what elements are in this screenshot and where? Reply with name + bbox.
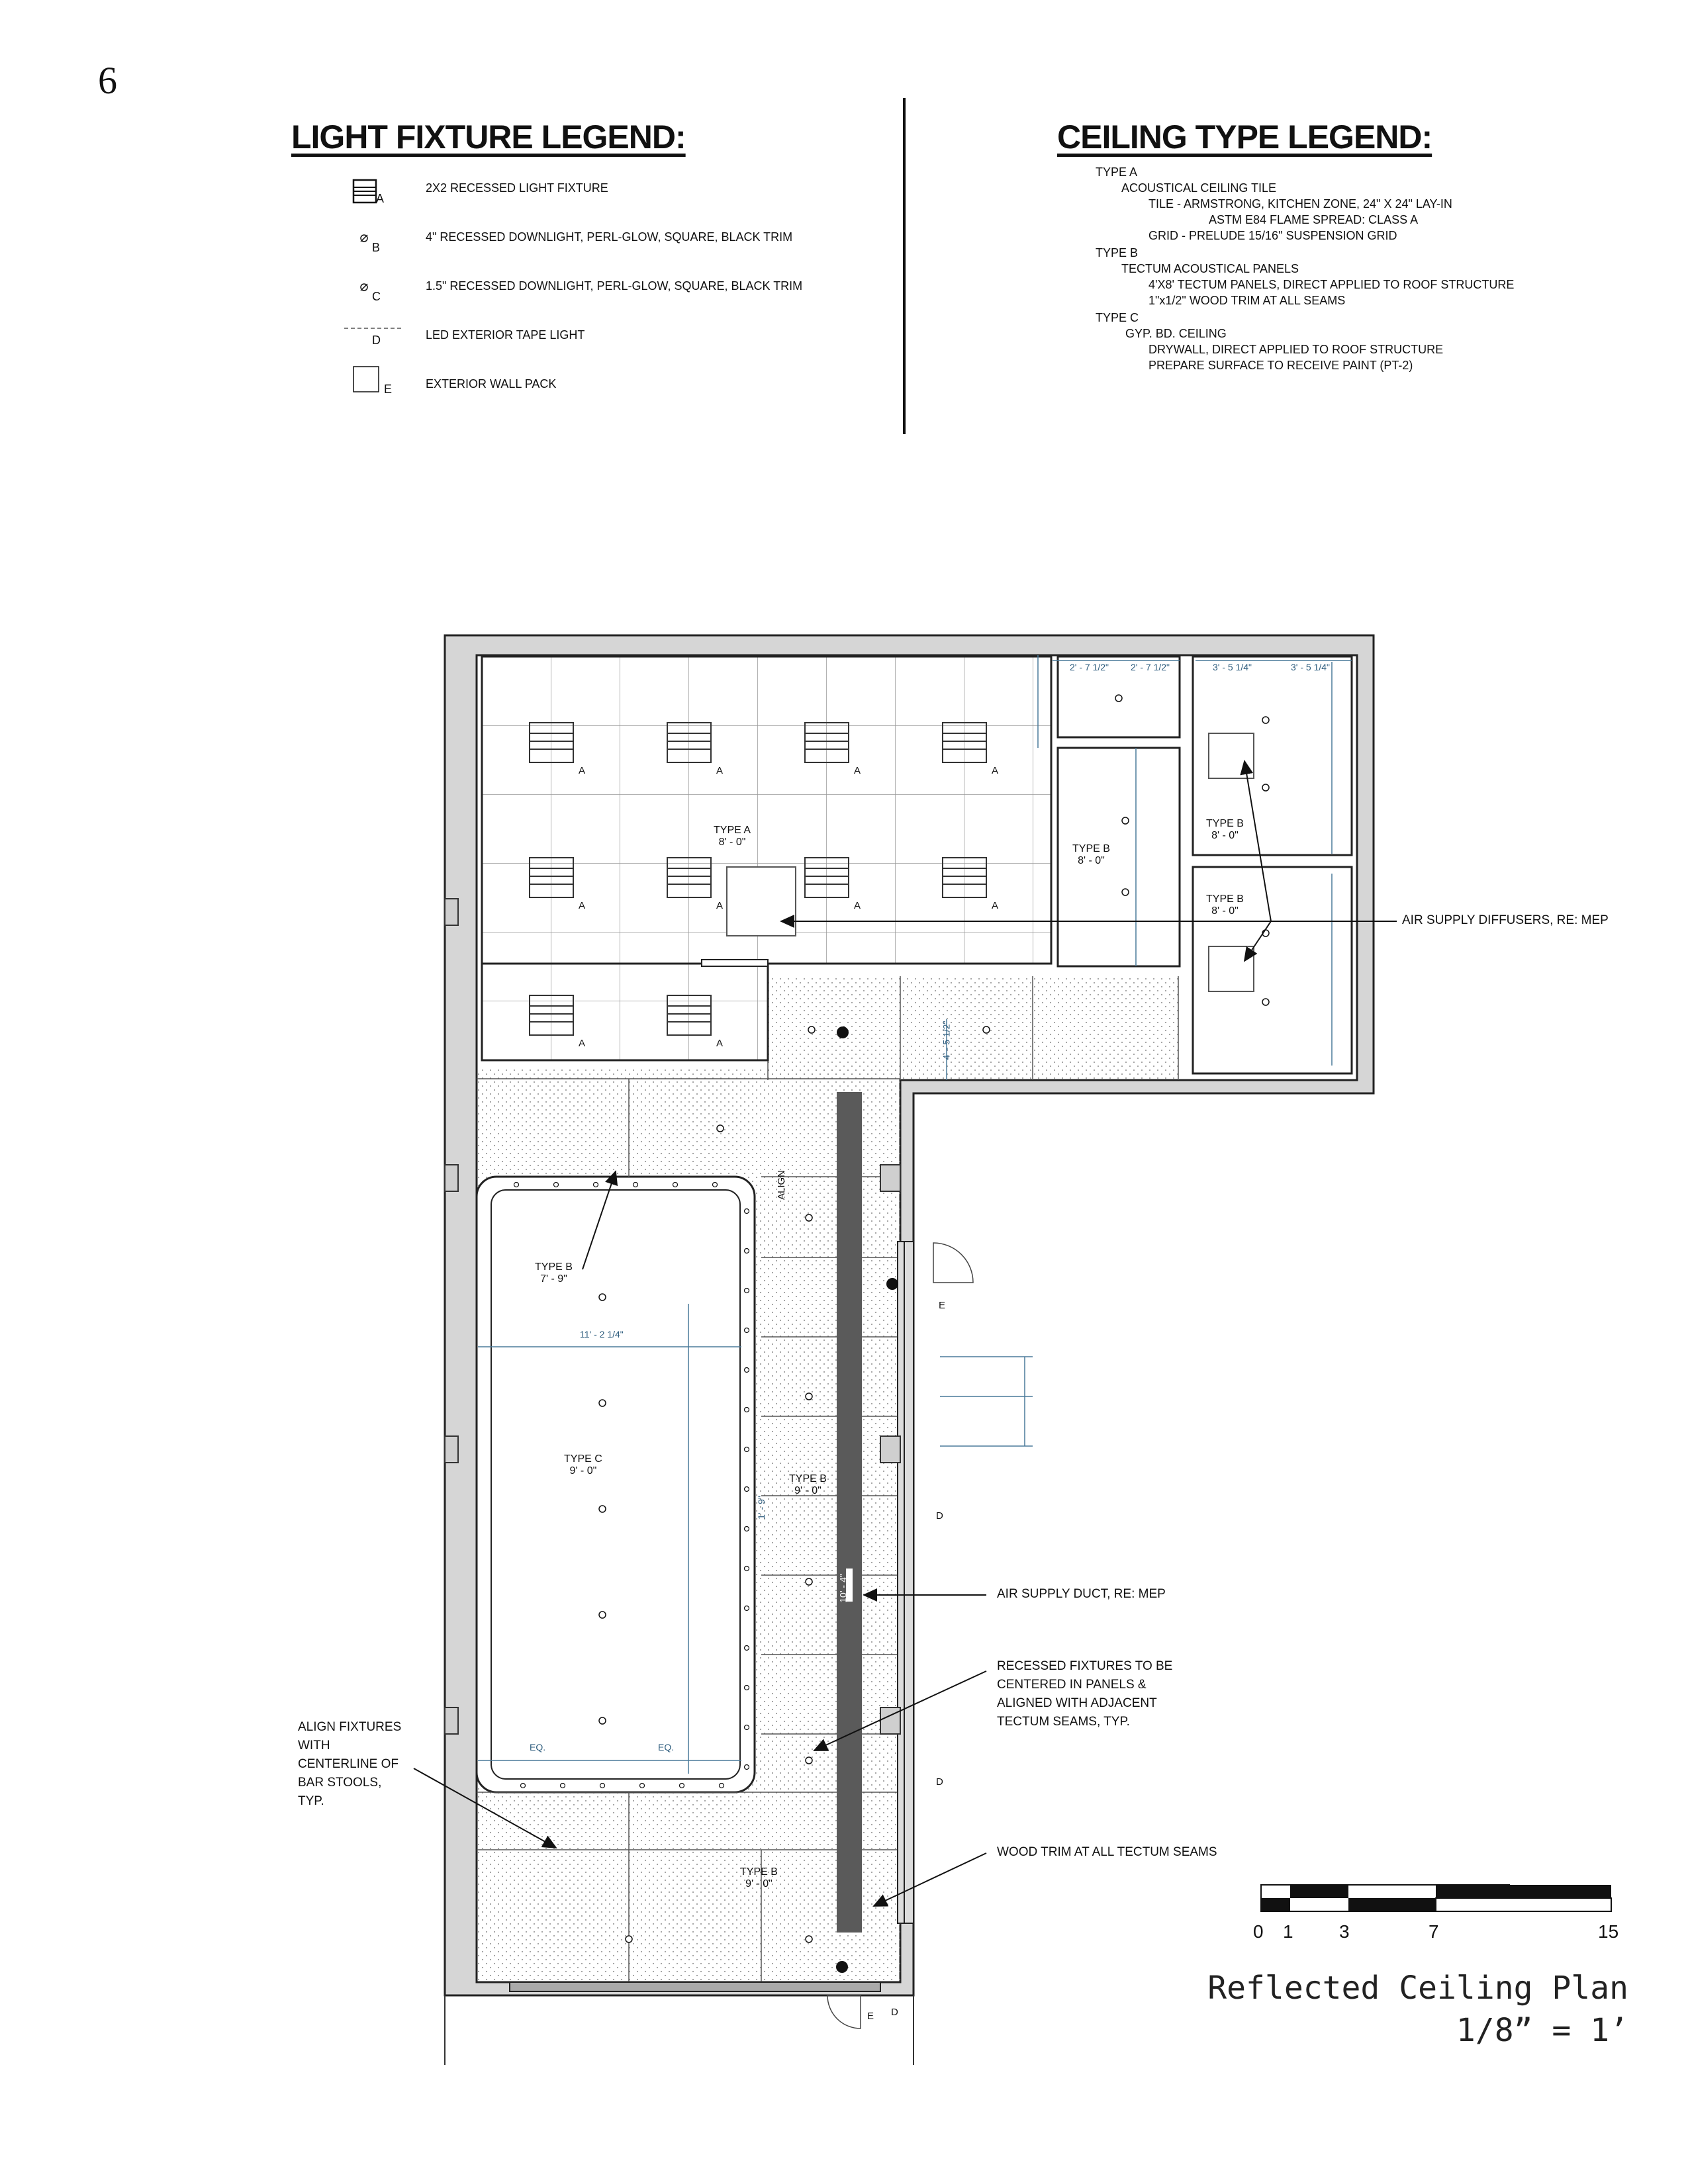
- note-recessed-fixtures: RECESSED FIXTURES TO BE CENTERED IN PANELS & ALIGNED WITH ADJACENT TECTUM SEAMS, TYP.: [997, 1659, 1173, 1729]
- plan-tag-d: D: [891, 2007, 898, 2018]
- plan-tag-a: A: [716, 1038, 724, 1049]
- drawing-title: Reflected Ceiling Plan: [1207, 1970, 1628, 2007]
- storefront-windows: [898, 1242, 914, 1923]
- dimension-label: 2' - 7 1/2": [1131, 662, 1170, 672]
- page-number: 6: [98, 59, 117, 102]
- dimension-label: 3' - 5 1/4": [1291, 662, 1331, 672]
- ceiling-legend-line: TYPE A: [1096, 165, 1138, 179]
- scale-bar: [1261, 1885, 1611, 1911]
- legend-label-b: 4" RECESSED DOWNLIGHT, PERL-GLOW, SQUARE, BLACK TRIM: [426, 230, 793, 244]
- ceiling-legend-line: TYPE B: [1096, 246, 1139, 259]
- dimension-label: 4' - 5 1/2": [941, 1021, 952, 1060]
- legend-tag-a: A: [376, 192, 385, 205]
- ceiling-label-type-b: TYPE B 9' - 0": [740, 1866, 778, 1889]
- ceiling-legend-line: ASTM E84 FLAME SPREAD: CLASS A: [1209, 213, 1419, 226]
- plan-tag-d: D: [936, 1510, 943, 1522]
- light-fixture-legend-title: LIGHT FIXTURE LEGEND:: [291, 118, 686, 156]
- note-air-diffusers: AIR SUPPLY DIFFUSERS, RE: MEP: [1402, 913, 1609, 927]
- ceiling-label-type-b: TYPE B 8' - 0": [1206, 818, 1244, 841]
- plan-tag-e: E: [939, 1300, 946, 1311]
- legend-tag-c: C: [372, 290, 381, 303]
- ceiling-legend-line: GYP. BD. CEILING: [1125, 327, 1227, 340]
- plan-tag-a: A: [854, 900, 861, 911]
- scale-tick: 15: [1598, 1921, 1619, 1942]
- ceiling-type-legend-title: CEILING TYPE LEGEND:: [1057, 118, 1432, 156]
- air-supply-diffuser: [1209, 946, 1254, 991]
- plan-tag-a: A: [716, 765, 724, 776]
- legend-label-a: 2X2 RECESSED LIGHT FIXTURE: [426, 181, 608, 195]
- scale-tick: 0: [1253, 1921, 1264, 1942]
- scale-tick: 3: [1339, 1921, 1350, 1942]
- dimension-label: 2' - 7 1/2": [1070, 662, 1109, 672]
- air-supply-diffuser: [1209, 733, 1254, 778]
- ceiling-legend-line: 1"x1/2" WOOD TRIM AT ALL SEAMS: [1149, 294, 1346, 307]
- legend-label-c: 1.5" RECESSED DOWNLIGHT, PERL-GLOW, SQUARE, BLACK TRIM: [426, 279, 803, 293]
- ceiling-legend-line: ACOUSTICAL CEILING TILE: [1121, 181, 1277, 195]
- ceiling-legend-line: TECTUM ACOUSTICAL PANELS: [1121, 262, 1299, 275]
- align-label: ALIGN: [776, 1169, 788, 1201]
- door-swing: [827, 1995, 861, 2028]
- ceiling-label-type-b: TYPE B 8' - 0": [1072, 843, 1110, 866]
- legend-tag-e: E: [384, 383, 393, 396]
- ceiling-label-type-b: TYPE B 7' - 9": [535, 1261, 573, 1285]
- note-wood-trim: WOOD TRIM AT ALL TECTUM SEAMS: [997, 1845, 1217, 1859]
- tectum-zones: [477, 976, 1178, 1982]
- ceiling-label-type-b: TYPE B 8' - 0": [1206, 893, 1244, 917]
- scale-tick: 7: [1429, 1921, 1439, 1942]
- dimension-label: 1' - 9": [755, 1496, 767, 1520]
- air-supply-diffuser: [727, 867, 796, 936]
- drawing-scale: 1/8” = 1’: [1456, 2012, 1628, 2049]
- ceiling-label-type-a: TYPE A 8' - 0": [714, 825, 751, 848]
- dimension-label: 3' - 5 1/4": [1213, 662, 1252, 672]
- plan-tag-a: A: [579, 1038, 586, 1049]
- ceiling-legend-line: DRYWALL, DIRECT APPLIED TO ROOF STRUCTURE: [1149, 343, 1444, 356]
- note-align-fixtures: ALIGN FIXTURES WITH CENTERLINE OF BAR STOOLS, TYP.: [298, 1720, 402, 1808]
- dimension-eq: EQ.: [530, 1742, 546, 1752]
- ceiling-label-type-c: TYPE C 9' - 0": [564, 1453, 602, 1477]
- plan-tag-d: D: [936, 1776, 943, 1788]
- plan-tag-a: A: [579, 900, 586, 911]
- plan-tag-a: A: [579, 765, 586, 776]
- bottom-storefront: [510, 1982, 880, 1991]
- legend-tag-d: D: [372, 334, 381, 347]
- dimension-label: 11' - 2 1/4": [580, 1329, 624, 1340]
- air-supply-duct: [837, 1092, 862, 1933]
- plan-tag-a: A: [992, 765, 999, 776]
- drawing-title-block: [1207, 1967, 1628, 2052]
- ceiling-label-type-b: TYPE B 9' - 0": [789, 1473, 827, 1496]
- legend-tag-b: B: [372, 241, 381, 254]
- plan-tag-a: A: [992, 900, 999, 911]
- ceiling-legend-line: GRID - PRELUDE 15/16" SUSPENSION GRID: [1149, 229, 1397, 242]
- dimension-eq: EQ.: [658, 1742, 675, 1752]
- ceiling-legend-line: TILE - ARMSTRONG, KITCHEN ZONE, 24" X 24" LAY-IN: [1149, 197, 1452, 210]
- legend-label-e: EXTERIOR WALL PACK: [426, 377, 557, 390]
- dimension-label: 10' - 4": [837, 1574, 849, 1603]
- legend-label-d: LED EXTERIOR TAPE LIGHT: [426, 328, 585, 341]
- door-swing: [933, 1243, 973, 1283]
- plan-tag-a: A: [854, 765, 861, 776]
- ceiling-legend-line: TYPE C: [1096, 311, 1139, 324]
- scale-tick: 1: [1283, 1921, 1293, 1942]
- plan-tag-e: E: [867, 2011, 874, 2022]
- ceiling-legend-line: 4'X8' TECTUM PANELS, DIRECT APPLIED TO ROOF STRUCTURE: [1149, 278, 1515, 291]
- plan-tag-a: A: [716, 900, 724, 911]
- ceiling-legend-line: PREPARE SURFACE TO RECEIVE PAINT (PT-2): [1149, 359, 1413, 372]
- note-air-duct: AIR SUPPLY DUCT, RE: MEP: [997, 1587, 1166, 1601]
